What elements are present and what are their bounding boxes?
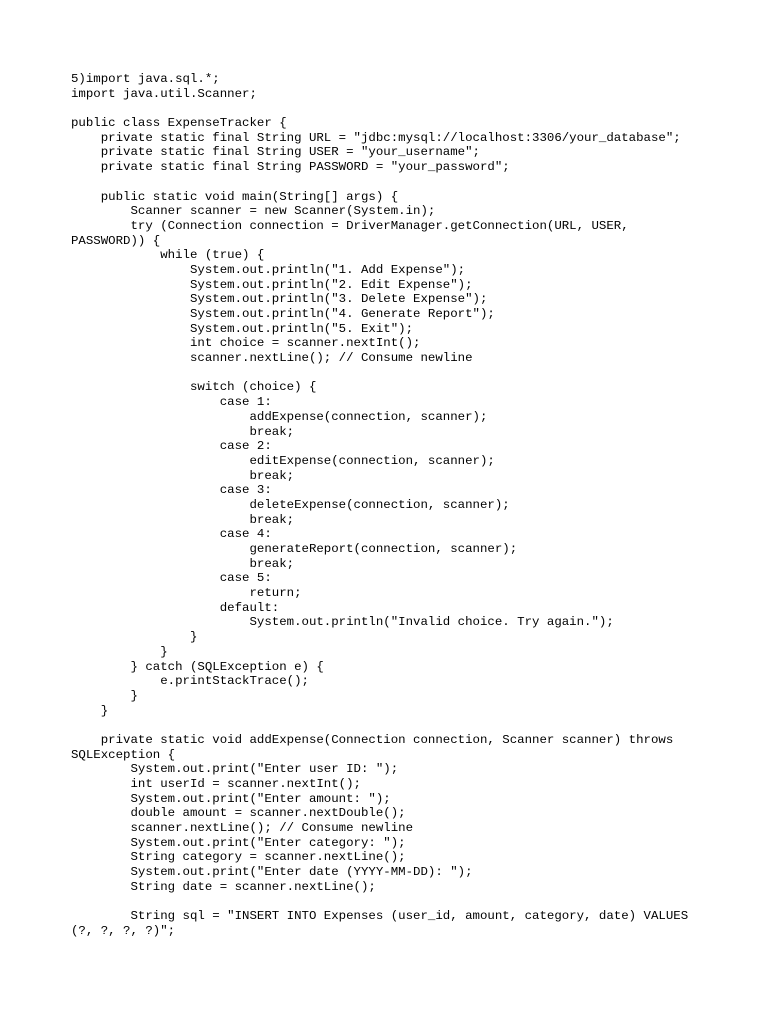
code-line: scanner.nextLine(); // Consume newline [71,821,414,836]
code-line: while (true) { [71,248,265,263]
code-line: double amount = scanner.nextDouble(); [71,806,406,821]
code-line: System.out.println("4. Generate Report"); [71,307,495,321]
code-line: case 4: [71,527,272,542]
code-line: System.out.println("Invalid choice. Try again."); [71,615,614,630]
code-line: System.out.println("2. Edit Expense"); [71,277,473,292]
code-line [71,101,731,116]
code-line: case 2: [71,439,272,454]
code-line: public static void main(String[] args) { [71,189,399,204]
code-line: } [71,703,109,718]
code-line: break; [71,468,295,483]
code-line: public class ExpenseTracker { [71,116,287,131]
code-line: break; [71,512,295,527]
code-line: int choice = scanner.nextInt(); [71,336,421,351]
code-line: private static final String USER = "your_username"; [71,145,480,160]
code-line: try (Connection connection = DriverManager.getConnection(URL, USER, [71,218,629,233]
code-line: System.out.println("1. Add Expense"); [71,262,466,277]
code-line: SQLException { [71,747,176,762]
code-line: } [71,630,198,645]
code-line: scanner.nextLine(); // Consume newline [71,351,473,366]
code-line: editExpense(connection, scanner); [71,453,495,468]
code-line: import java.util.Scanner; [71,86,257,101]
code-line: deleteExpense(connection, scanner); [71,497,510,512]
code-line: String category = scanner.nextLine(); [71,850,406,865]
code-line: System.out.print("Enter category: "); [71,835,406,850]
code-line: break; [71,556,295,571]
code-line: System.out.print("Enter date (YYYY-MM-DD): "); [71,865,473,880]
code-line: Scanner scanner = new Scanner(System.in); [71,204,436,219]
code-line: private static final String URL = "jdbc:mysql://localhost:3306/your_database"; [71,130,681,145]
code-line: break; [71,424,295,439]
code-line [71,895,731,910]
code-line: System.out.print("Enter amount: "); [71,791,391,806]
code-line: String date = scanner.nextLine(); [71,879,376,894]
code-line: System.out.print("Enter user ID: "); [71,762,399,777]
code-line [71,366,731,381]
code-line: private static final String PASSWORD = "your_password"; [71,160,510,175]
code-line: int userId = scanner.nextInt(); [71,777,361,791]
code-line: System.out.println("5. Exit"); [71,321,414,336]
code-line [71,175,731,190]
code-line: case 1: [71,395,272,410]
code-line: } [71,644,168,659]
code-line: e.printStackTrace(); [71,674,309,689]
code-line: } catch (SQLException e) { [71,659,324,674]
code-line: String sql = "INSERT INTO Expenses (user_id, amount, category, date) VALUES [71,909,689,924]
code-line: default: [71,600,280,615]
code-line: } [71,688,138,703]
code-line: System.out.println("3. Delete Expense"); [71,292,488,307]
code-line: switch (choice) { [71,380,317,395]
code-line [71,718,731,733]
code-line: 5)import java.sql.*; [71,72,220,86]
code-line: generateReport(connection, scanner); [71,542,518,556]
code-line: addExpense(connection, scanner); [71,409,488,424]
code-line: PASSWORD)) { [71,233,161,248]
code-line: (?, ?, ?, ?)"; [71,923,176,938]
code-line: case 3: [71,483,272,498]
code-listing [71,72,731,939]
code-line: case 5: [71,571,272,586]
code-line: return; [71,586,302,601]
code-line: private static void addExpense(Connection connection, Scanner scanner) throws [71,732,674,747]
